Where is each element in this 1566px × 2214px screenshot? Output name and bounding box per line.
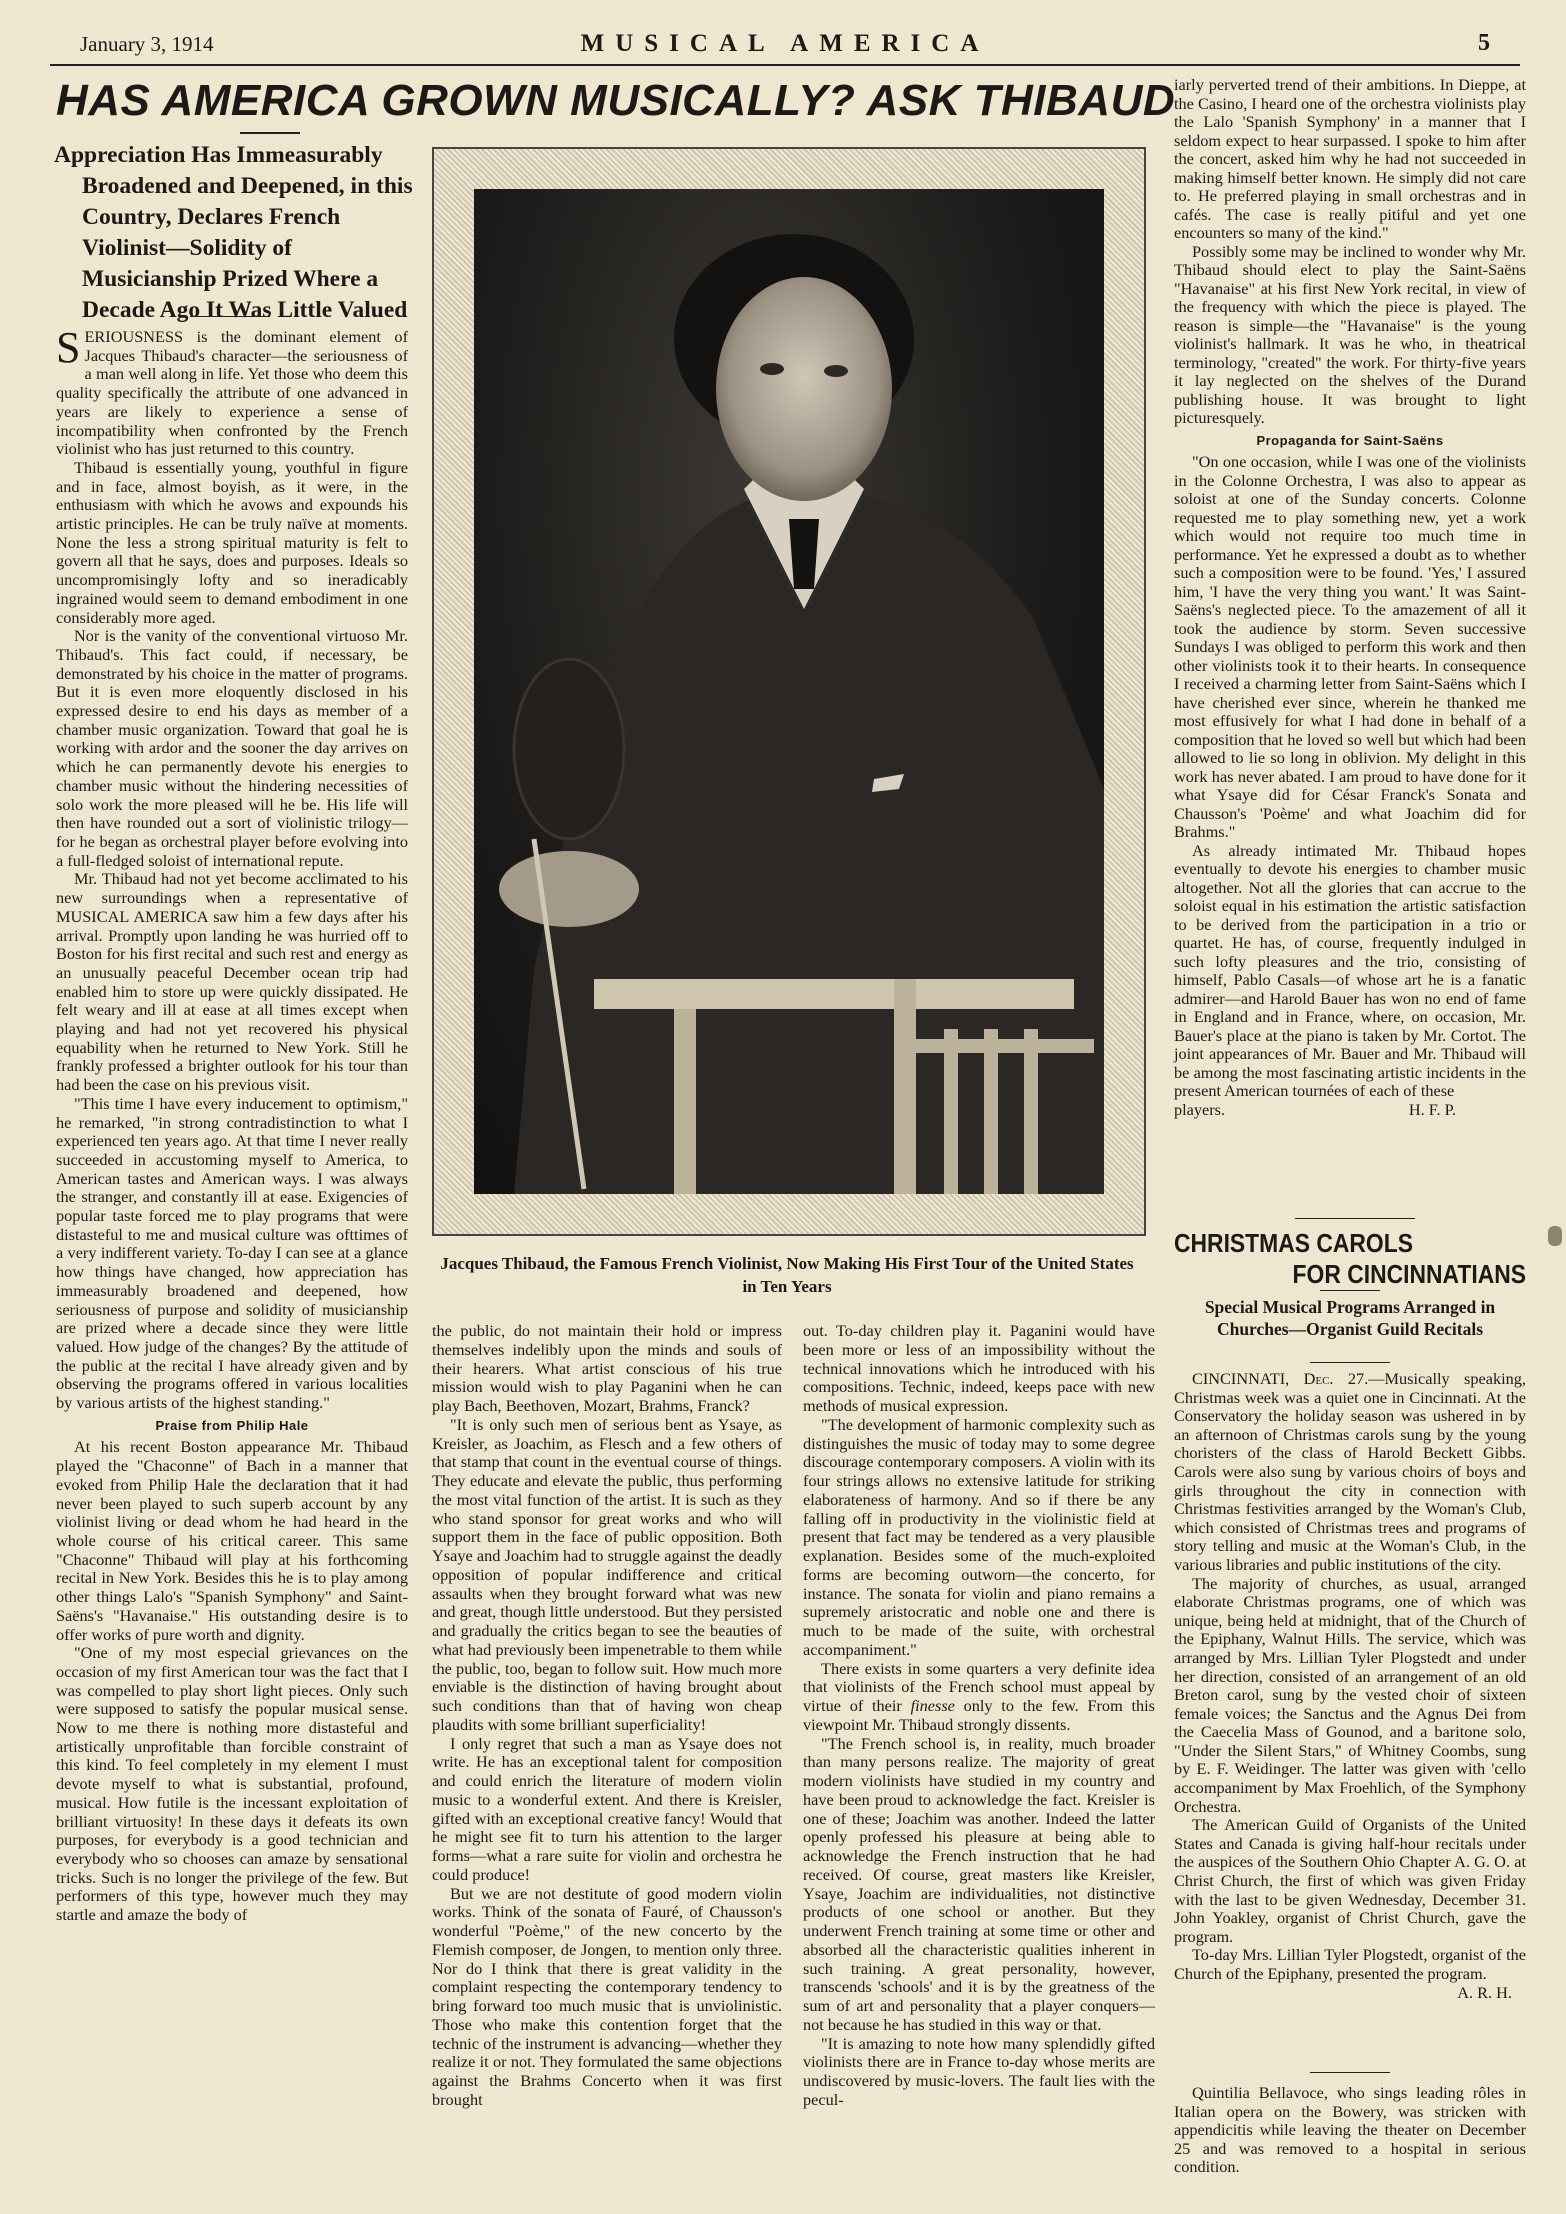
paragraph: Possibly some may be inclined to wonder why Mr. Thibaud should elect to play the Saint-Saëns "Havanaise" at his first New York recital, in view of the frequency with which the piece is played. The reason is simple—the "Havanaise" is the young violinist's hallmark. It was he who, in theatrical terminology, "created" the work. For thirty-five years it lay neglected on the shelves of the Durand publishing house. It was brought to light picturesquely. (1174, 241, 1526, 427)
paragraph: iarly perverted trend of their ambitions. In Dieppe, at the Casino, I heard one of the orchestra violinists play the Lalo 'Spanish Symphony' in a manner that I seldom expect to hear surpassed. I spoke to him after the concert, asked him why he had not succeeded in making himself better known. He simply did not care to. He preferred playing in small orchestras and in cafés. The case is really pitiful and yet one encounters so many of the kind." (1174, 75, 1526, 242)
deck-rule (190, 316, 270, 317)
masthead (50, 30, 1520, 66)
deck-first-line: Appreciation Has Immeasurably (54, 142, 383, 168)
binding-mark (1548, 1226, 1562, 1246)
paragraph: But we are not destitute of good modern violin works. Think of the sonata of Fauré, of Chausson's wonderful "Poème," of the new concerto by the Flemish composer, de Jongen, to mention only three. Nor do I think that there is great validity in the complaint respecting the contemporary tendency to bring forward too much music that is unviolinistic. Those who make this contention forget that the technic of the instrument is advancing—whether they realize it or not. They formulated the same objections against the Brahms Concerto when it was first brought (432, 1883, 782, 2109)
page-number: 5 (1478, 30, 1490, 56)
signature-line (1174, 1984, 1526, 2003)
drop-cap: S (56, 323, 81, 372)
publication-title: MUSICAL AMERICA (580, 30, 990, 57)
author-initials: A. R. H. (1457, 1982, 1512, 2002)
portrait-photo (474, 189, 1104, 1194)
paragraph: Nor is the vanity of the conventional virtuoso Mr. Thibaud's. This fact could, if necessary, be demonstrated by his choice in the matter of programs. But it is even more eloquently disclosed in his expressed desire to end his days as member of a chamber music organization. Toward that goal he is working with ardor and the sooner the day arrives on which he can permanently devote his energies to chamber music without the hindering necessities of solo work the more pleased will he be. His life will then have rounded out a sort of violinistic trilogy—for he began as orchestral player before evolving into a full-fledged soloist of international repute. (56, 626, 408, 870)
paragraph: "One of my most especial grievances on the occasion of my first American tour was the fact that I was compelled to play short light pieces. Only such were supposed to satisfy the popular musical sense. Now to me there is nothing more distasteful and artistically unprofitable than forcible constraint of this kind. To feel completely in my element I must devote myself to what is substantial, profound, musical. How futile is the incessant exploitation of brilliant virtuosity! In these days it defeats its own purposes, for everybody is a good technician and everybody who so chooses can amaze by sensational tricks. Such is no longer the privilege of the few. But performers of this type, however much they may startle and amaze the body of (56, 1643, 408, 1925)
carols-deck-rule (1310, 1362, 1390, 1363)
text-run: only to the few. From this viewpoint Mr. Thibaud strongly dissents. (803, 1696, 1155, 1734)
carols-headline-line-1: CHRISTMAS CAROLS (1174, 1228, 1413, 1258)
carols-body (1174, 1370, 1526, 2002)
column-4 (1174, 76, 1526, 1119)
paragraph: To-day Mrs. Lillian Tyler Plogstedt, organist of the Church of the Epiphany, presented the program. (1174, 1945, 1526, 1983)
paragraph: At his recent Boston appearance Mr. Thibaud played the "Chaconne" of Bach in a manner that evoked from Philip Hale the declaration that it had never been played to such superb account by any violinist living or dead whom he had heard in the whole course of his critical career. This same "Chaconne" Thibaud will play at his forthcoming recital in New York. Besides this he is to play among other things Lalo's "Spanish Symphony" and Saint-Saëns's "Havanaise." His outstanding desire is to offer works of pure worth and dignity. (56, 1437, 408, 1644)
carols-headline-line-2: FOR CINCINNATIANS (1292, 1259, 1526, 1289)
paragraph (1174, 1370, 1526, 1575)
paragraph: "It is only such men of serious bent as Ysaye, as Kreisler, as Joachim, as Flesch and a few others of that stamp that count in the eventual course of things. They educate and elevate the public, thus performing the most vital function of the artist. It is such as they who stand sponsor for great works and who will support them in the face of public opposition. Both Ysaye and Joachim had to struggle against the deadly opposition of popular indifference and critical assaults when they brought forward what was new and great, though little understood. But they persisted and gradually the critics began to see the beauties of what had previously been impenetrable to them while the public, too, began to follow suit. How much more enviable is the distinction of having brought about such conditions than that of having won cheap plaudits with some brilliant superficiality! (432, 1414, 782, 1734)
paragraph: The majority of churches, as usual, arranged elaborate Christmas programs, one of which was unique, being held at midnight, that of the Church of the Epiphany, Walnut Hills. The service, which was arranged by Mrs. Lillian Tyler Plogstedt and under her direction, consisted of an arrangement of an old Breton carol, sung by the vested choir of sixteen female voices; the Sanctus and the Agnus Dei from the Caecelia Mass of Gounod, and a baritone solo, "Under the Silent Stars," of Whitney Coombs, sung by E. F. Weidinger. The latter was given with 'cello accompaniment by Max Froehlich, of the Symphony Orchestra. (1174, 1573, 1526, 1816)
paragraph: The American Guild of Organists of the United States and Canada is giving half-hour recitals under the auspices of the Southern Ohio Chapter A. G. O. at Christ Church, the first of which was given Friday with the last to be given Wednesday, December 31. John Yoakley, organist of Christ Church, gave the program. (1174, 1815, 1526, 1946)
paragraph: As already intimated Mr. Thibaud hopes eventually to devote his energies to chamber music altogether. Not all the glories that can accrue to the soloist equal in his estimation the artistic satisfaction to be derived from the participation in a trio or quartet. He has, of course, frequently indulged in such lofty pleasures and the trio, consisting of himself, Pablo Casals—of whose art he is a fanatic admirer—and Harold Bauer has won no end of fame in England and in France, where, on occasion, Mr. Bauer's place at the piano is taken by Mr. Cortot. The joint appearances of Mr. Bauer and Mr. Thibaud will be among the most fascinating artistic incidents in the present American tournées of each of these (1174, 840, 1526, 1100)
dateline: CINCINNATI, Dec. 27. (1192, 1369, 1369, 1388)
paragraph: "On one occasion, while I was one of the violinists in the Colonne Orchestra, I was also to appear as soloist at one of the Sunday concerts. Colonne requested me to play something new, yet a work which would not require too much time in performance. Yet he expressed a doubt as to whether such a composition were to be found. 'Yes,' I assured him, 'I have the very thing you want.' It was Saint-Saëns's neglected piece. To the amazement of all it took the audience by storm. Seven successive Sundays I was obliged to perform this work and then other violinists took it to their hearts. In consequence I received a charming letter from Saint-Saëns which I have cherished ever since, wherein he thanked me most effusively for what I had done in behalf of a composition that he loved so well but which had been allowed to lie so long in oblivion. My delight in this work has never abated. I am proud to have done for it what Ysaye did for César Franck's Sonata and Chausson's 'Poème' and what Joachim did for Brahms." (1174, 452, 1526, 841)
text-run: —Musically speaking, Christmas week was a quiet one in Cincinnati. At the Conservatory the holiday season was ushered in by an afternoon of Christmas carols sung by the young choristers of the class of Harold Beckett Gibbs. Carols were also sung by various choirs of boys and girls throughout the city in connection with Christmas festivities arranged by the Woman's Club, which consisted of Christmas trees and programs of story telling and music at the Woman's Club, in the various libraries and public institutions of the city. (1174, 1369, 1526, 1574)
photo-caption: Jacques Thibaud, the Famous French Violinist, Now Making His First Tour of the United States in Ten Years (440, 1254, 1134, 1296)
carols-deck: Special Musical Programs Arranged in Churches—Organist Guild Recitals (1204, 1297, 1496, 1339)
paragraph: Mr. Thibaud had not yet become acclimated to his new surroundings when a representative of MUSICAL AMERICA saw him a few days after his arrival. Promptly upon landing he was hurried off to Boston for his first recital and such rest and energy as an unusually peaceful December ocean trip had enabled him to store up were quickly dissipated. He felt weary and ill at ease at all times except when playing and had not yet recovered his physical equability when he returned to New York. Still he frankly professed a brighter outlook for his tour than had been the case on his previous visit. (56, 869, 408, 1095)
headline-rule (240, 132, 300, 134)
carols-headline (1174, 1228, 1526, 1290)
portrait-illustration (474, 189, 1104, 1194)
paragraph: Thibaud is essentially young, youthful in figure and in face, almost boyish, as it were, in the enthusiasm with which he avows and expounds his artistic principles. He can be truly naïve at moments. None the less a strong spiritual maturity is felt to govern all that he says, does and purposes. Ideals so uncompromisingly lofty and so ineradicably ingrained would seem to demand embodiment in one considerably more aged. (56, 457, 408, 627)
italic-word: finesse (910, 1696, 955, 1715)
deck-rest: Broadened and Deepened, in this Country, Declares French Violinist—Solidity of Musicianship Prized Where a Decade Ago It Was Little Valued (82, 173, 413, 323)
issue-date: January 3, 1914 (80, 32, 214, 56)
column-1 (56, 323, 408, 1925)
paragraph: "It is amazing to note how many splendidly gifted violinists there are in France to-day whose merits are undiscovered by music-lovers. The fault lies with the pecul- (803, 2033, 1155, 2109)
brief-rule (1310, 2072, 1390, 2073)
article-deck (54, 140, 414, 326)
subhead-propaganda: Propaganda for Saint-Saëns (1256, 432, 1444, 448)
closing-word: players. (1174, 1099, 1226, 1119)
paragraph: out. To-day children play it. Paganini would have been more or less of an impossibility without the technical innovations which he introduced with his compositions. Technic, indeed, keeps pace with new methods of musical expression. (803, 1321, 1155, 1415)
column-3 (803, 1322, 1155, 2110)
paragraph: the public, do not maintain their hold or impress themselves indelibly upon the minds and souls of their hearers. What artist conscious of his true mission would wish to play Paganini when he can play Bach, Beethoven, Mozart, Brahms, Franck? (432, 1321, 782, 1415)
photo-frame (432, 147, 1146, 1236)
paragraph (803, 1660, 1155, 1735)
section-rule (1295, 1218, 1415, 1219)
paragraph: "The French school is, in reality, much broader than many persons realize. The majority of great modern violinists have studied in my country and have been proud to acknowledge the fact. Kreisler is one of these; Joachim was another. Indeed the latter openly professed his pleasure at being able to acknowledge the French instruction that he had received. Of course, great masters like Kreisler, Ysaye, Joachim are individualities, not distinctive products of one school or another. But they underwent French training at some time or other and absorbed all the characteristic qualities inherent in such training. A great personality, however, transcends 'schools' and it is by the greatness of the sum of art and personality that a player conquers—not because he has studied in this way or that. (803, 1733, 1155, 2034)
lead-paragraph (56, 323, 408, 459)
text-run: There exists in some quarters a very definite idea that violinists of the French school must appeal by virtue of their (803, 1658, 1155, 1715)
bellavoce-brief (1174, 2084, 1526, 2177)
author-initials: H. F. P. (1408, 1099, 1456, 1119)
paragraph: I only regret that such a man as Ysaye does not write. He has an exceptional talent for composition and could enrich the literature of modern violin music to a wonderful extent. And there is Kreisler, gifted with an exceptional creative fancy! Would that he might see fit to turn his attention to the larger forms—what a rare suite for violin and orchestra he could produce! (432, 1733, 782, 1884)
paragraph: "This time I have every inducement to optimism," he remarked, "in strong contradistinction to what I experienced ten years ago. At that time I never really succeeded in accustoming myself to America, to American tastes and American ways. I was always the stranger, and constantly ill at ease. Exigencies of popular taste forced me to play programs that were distasteful to me and musical culture was ofttimes of a very indifferent variety. To-day I can see at a glance how things have changed, how appreciation has immeasurably broadened and deepened, how seriousness of purpose and solidity of musicianship are prized where a decade since they were little valued. How judge of the changes? By the attitude of the public at the recital I have already given and by observing the programs offered in various localities by various artists of the highest standing." (56, 1093, 408, 1413)
lead-text: ERIOUSNESS is the dominant element of Jacques Thibaud's character—the seriousness of a man well along in life. Yet those who deem this quality specifically the attribute of one advanced in years are likely to experience a sense of incompatibility when confronted by the French violinist who has just returned to this country. (56, 327, 408, 459)
carols-headline-rule (1320, 1290, 1380, 1291)
subhead-philip-hale: Praise from Philip Hale (155, 1417, 309, 1433)
signature-line (1174, 1101, 1526, 1120)
column-2 (432, 1322, 782, 2110)
paragraph: Quintilia Bellavoce, who sings leading rôles in Italian opera on the Bowery, was stricken with appendicitis while leaving the theater on December 25 and was removed to a hospital in serious condition. (1174, 2083, 1526, 2177)
paragraph: "The development of harmonic complexity such as distinguishes the music of today may to some degree discourage contemporary composers. A violin with its four strings allows no extensive latitude for striking elaborateness of harmony. And so if there be any falling off in productivity in the violinistic field at present that fact may be tendered as a very plausible explanation. Besides some of the much-exploited forms are becoming outworn—the concerto, for instance. The sonata for violin and piano remains a supremely aristocratic and noble one and there is much to be made of the suite, with orchestral accompaniment." (803, 1414, 1155, 1659)
article-headline: HAS AMERICA GROWN MUSICALLY? ASK THIBAUD (56, 76, 1176, 125)
